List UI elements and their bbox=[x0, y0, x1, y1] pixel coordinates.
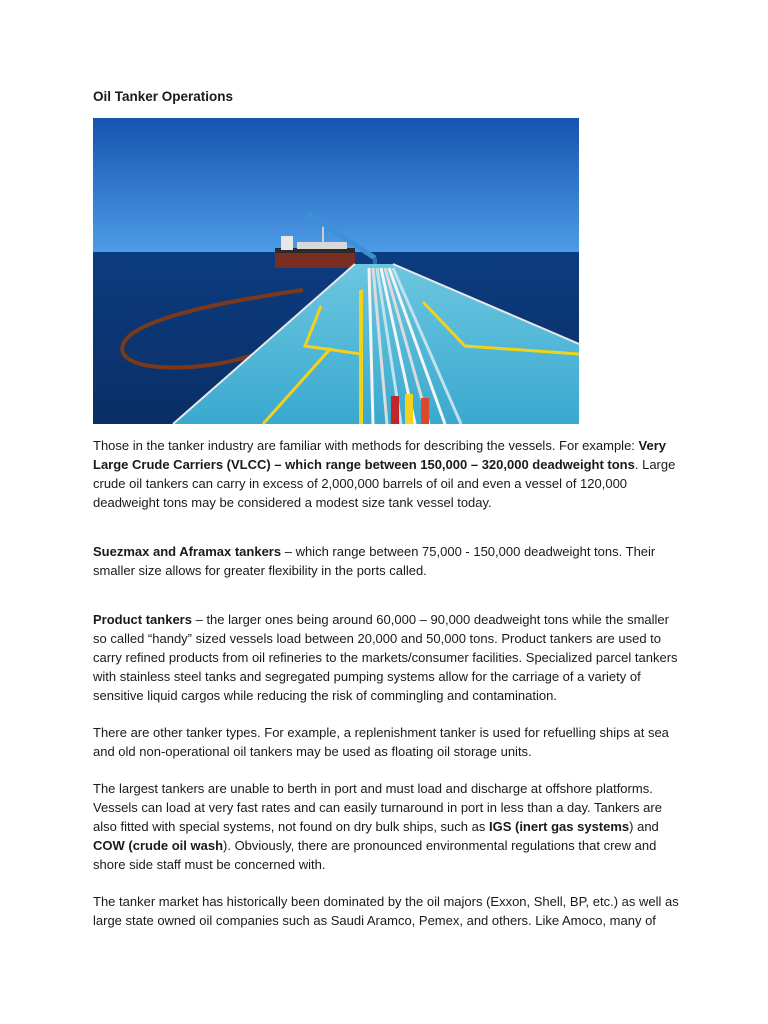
document-title: Oil Tanker Operations bbox=[93, 89, 234, 104]
document-page bbox=[93, 87, 683, 930]
tanker-photo bbox=[93, 118, 579, 424]
paragraph-other-types: There are other tanker types. For example, a replenishment tanker is used for refuelling ships at sea and old non-operational oil tankers may be used as floating oil storage units. bbox=[93, 725, 669, 759]
paragraph-suezmax: Suezmax and Aframax tankers – which range between 75,000 - 150,000 deadweight tons. Their smaller size allows for greater flexibility in the ports called. bbox=[93, 544, 656, 578]
paragraph-product-tankers: Product tankers – the larger ones being around 60,000 – 90,000 deadweight tons while the smaller so called “handy” sized vessels load between 20,000 and 50,000 tons. Product tankers are used to carry refined products from oil refineries to the markets/consumer facilities. Specialized parcel tankers with stainless steel tanks and segregated pumping systems allow for the carriage of a variety of sensitive liquid cargos while reducing the risk of commingling and contamination. bbox=[93, 612, 678, 703]
paragraph-offshore: The largest tankers are unable to berth in port and must load and discharge at offshore platforms. Vessels can load at very fast rates and can easily turnaround in port in less than a day. Tankers are also fitted with special systems, not found on dry bulk ships, such as IGS (inert gas systems) and COW (crude oil wash). Obviously, there are pronounced environmental regulations that crew and shore side staff must be concerned with. bbox=[93, 781, 662, 872]
paragraph-market: The tanker market has historically been dominated by the oil majors (Exxon, Shell, BP, etc.) as well as large state owned oil companies such as Saudi Aramco, Pemex, and others. Like Amoco, many of bbox=[93, 894, 679, 928]
paragraph-vlcc: Those in the tanker industry are familiar with methods for describing the vessels. For example: Very Large Crude Carriers (VLCC) – which range between 150,000 – 320,000 deadweight tons. Large crude oil tankers can carry in excess of 2,000,000 barrels of oil and even a vessel of 120,000 deadweight tons may be considered a modest size tank vessel today. bbox=[93, 438, 676, 510]
